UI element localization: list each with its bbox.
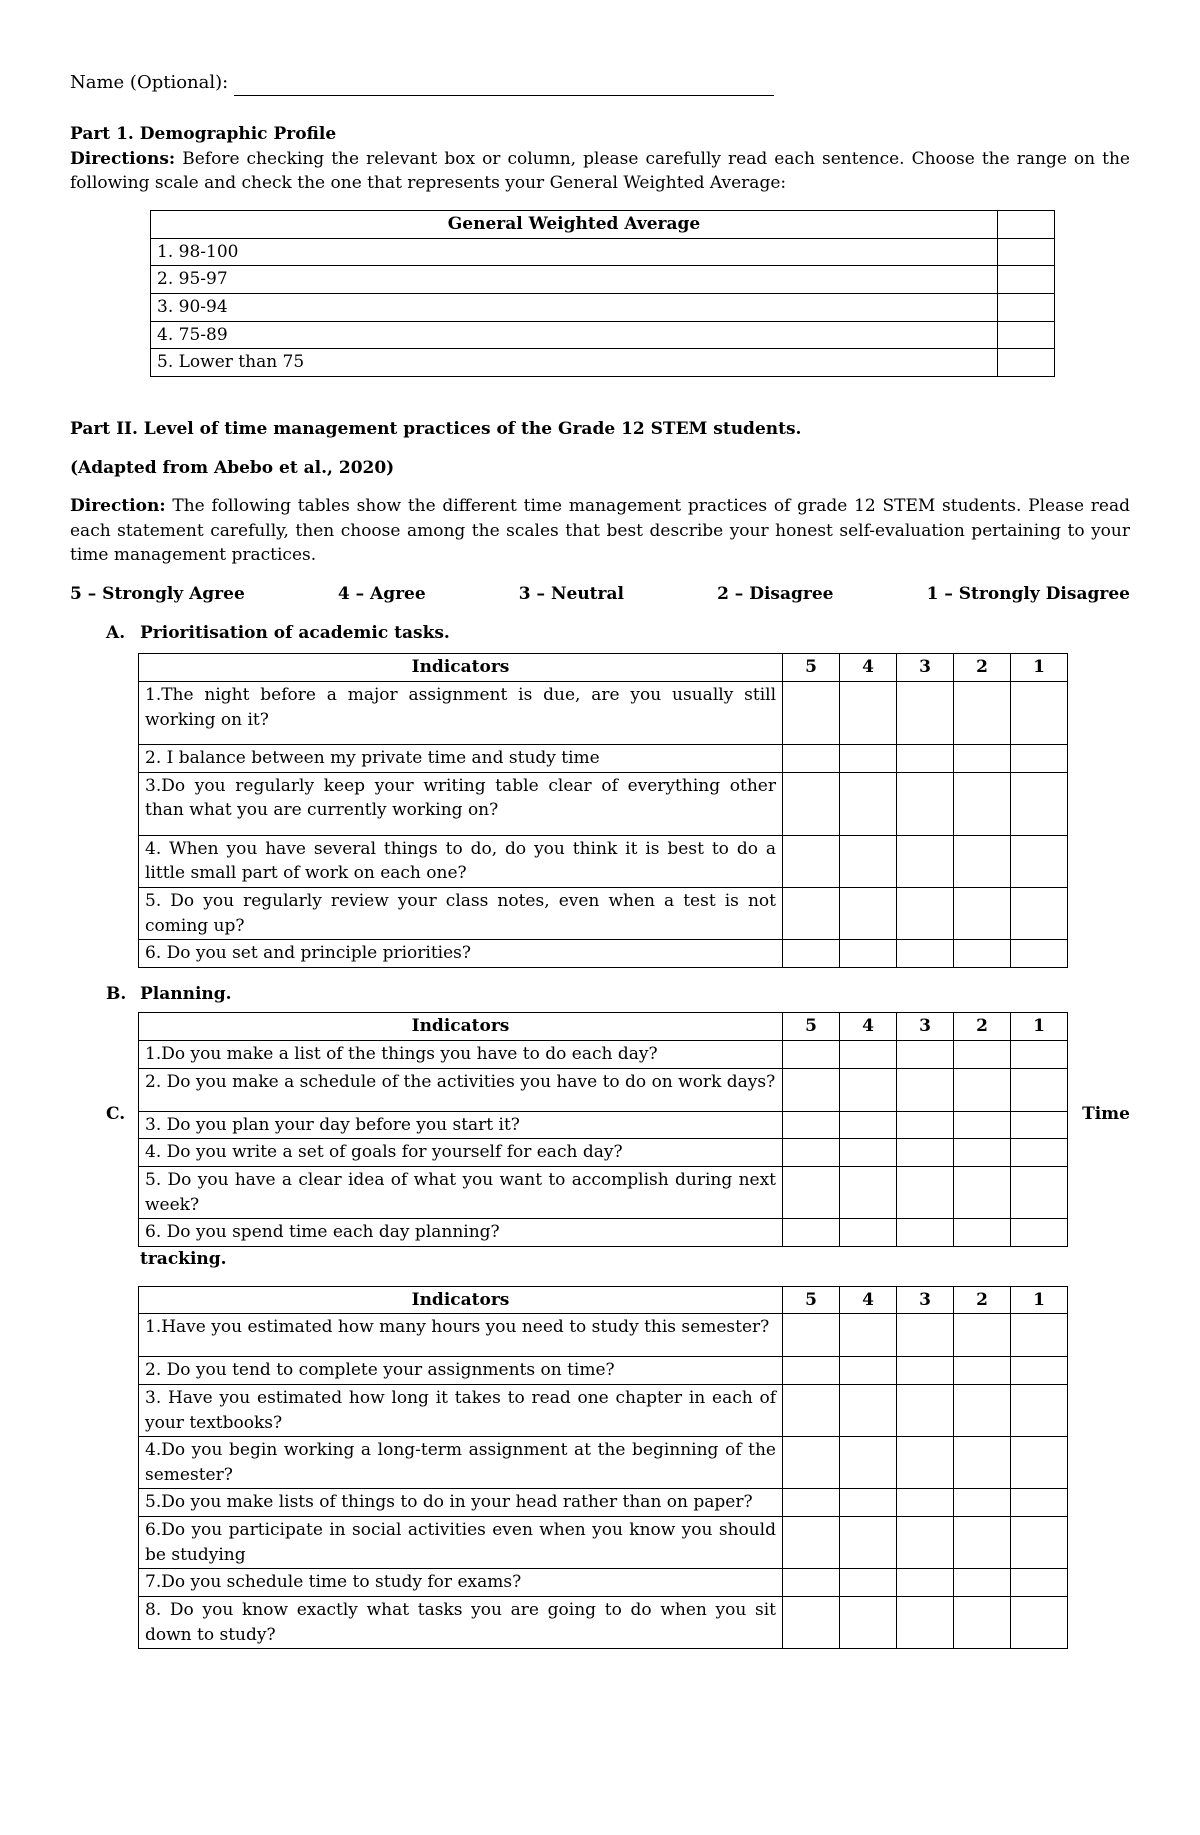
section-a-letter: A. xyxy=(106,622,126,643)
rating-cell[interactable] xyxy=(783,835,840,887)
rating-cell[interactable] xyxy=(897,772,954,835)
rating-cell[interactable] xyxy=(1011,772,1068,835)
indicator-c4: 4.Do you begin working a long-term assignment at the beginning of the semester? xyxy=(139,1437,783,1489)
rating-cell[interactable] xyxy=(897,1597,954,1649)
rating-cell[interactable] xyxy=(954,1597,1011,1649)
gwa-header: General Weighted Average xyxy=(151,211,998,239)
name-label: Name (Optional): xyxy=(70,72,229,93)
col-2: 2 xyxy=(954,1286,1011,1314)
indicator-c8: 8. Do you know exactly what tasks you are going to do when you sit down to study? xyxy=(139,1597,783,1649)
rating-cell[interactable] xyxy=(1011,1111,1068,1139)
indicator-b4: 4. Do you write a set of goals for yourself for each day? xyxy=(139,1139,783,1167)
section-b-letter: B. xyxy=(106,983,127,1004)
rating-cell[interactable] xyxy=(783,1041,840,1069)
scale-2: 2 – Disagree xyxy=(717,584,834,605)
rating-cell[interactable] xyxy=(783,940,840,968)
scale-4: 4 – Agree xyxy=(337,584,426,605)
section-c-letter: C. xyxy=(106,1104,126,1125)
rating-cell[interactable] xyxy=(954,1068,1011,1111)
indicator-a5: 5. Do you regularly review your class notes, even when a test is not coming up? xyxy=(139,887,783,939)
col-5: 5 xyxy=(783,1286,840,1314)
table-row xyxy=(139,681,1068,744)
indicator-b2: 2. Do you make a schedule of the activities you have to do on work days? xyxy=(139,1068,783,1111)
gwa-table xyxy=(150,210,1055,377)
part1-directions-label: Directions: xyxy=(70,148,176,169)
rating-cell[interactable] xyxy=(840,887,897,939)
indicator-a3: 3.Do you regularly keep your writing table clear of everything other than what you are currently working on? xyxy=(139,772,783,835)
rating-cell[interactable] xyxy=(1011,1314,1068,1357)
rating-cell[interactable] xyxy=(897,1111,954,1139)
table-row xyxy=(139,835,1068,887)
rating-cell[interactable] xyxy=(1011,1357,1068,1385)
table-row xyxy=(139,1569,1068,1597)
section-a-title: Prioritisation of academic tasks. xyxy=(140,622,450,643)
gwa-option-row xyxy=(151,321,1055,349)
gwa-option-1: 1. 98-100 xyxy=(151,238,998,266)
rating-cell[interactable] xyxy=(783,681,840,744)
name-field-row xyxy=(70,70,1130,96)
rating-cell[interactable] xyxy=(954,1384,1011,1436)
gwa-checkbox-5[interactable] xyxy=(998,349,1055,377)
rating-cell[interactable] xyxy=(954,681,1011,744)
indicator-a2: 2. I balance between my private time and study time xyxy=(139,744,783,772)
rating-cell[interactable] xyxy=(954,1167,1011,1219)
rating-cell[interactable] xyxy=(1011,1569,1068,1597)
rating-cell[interactable] xyxy=(897,1489,954,1517)
rating-cell[interactable] xyxy=(954,772,1011,835)
gwa-option-4: 4. 75-89 xyxy=(151,321,998,349)
section-c-title-part2: tracking. xyxy=(140,1248,227,1269)
gwa-option-2: 2. 95-97 xyxy=(151,266,998,294)
indicator-b5: 5. Do you have a clear idea of what you want to accomplish during next week? xyxy=(139,1167,783,1219)
indicator-c3: 3. Have you estimated how long it takes to read one chapter in each of your textbooks? xyxy=(139,1384,783,1436)
rating-cell[interactable] xyxy=(897,744,954,772)
rating-cell[interactable] xyxy=(1011,940,1068,968)
rating-cell[interactable] xyxy=(1011,1384,1068,1436)
rating-cell[interactable] xyxy=(840,1139,897,1167)
scale-5: 5 – Strongly Agree xyxy=(70,584,245,605)
part1-directions xyxy=(70,147,1130,196)
table-row xyxy=(139,940,1068,968)
part2-direction-text: The following tables show the different time management practices of grade 12 STEM students. Please read each statement carefully, then choose among the scales that best describe your honest self-evaluation pertaining to your time management practices. xyxy=(70,496,1130,566)
rating-cell[interactable] xyxy=(897,681,954,744)
section-a-heading xyxy=(106,621,1130,646)
rating-cell[interactable] xyxy=(954,1489,1011,1517)
rating-cell[interactable] xyxy=(840,1111,897,1139)
rating-cell[interactable] xyxy=(954,1314,1011,1357)
rating-cell[interactable] xyxy=(1011,1041,1068,1069)
indicator-a1: 1.The night before a major assignment is due, are you usually still working on it? xyxy=(139,681,783,744)
rating-cell[interactable] xyxy=(840,1489,897,1517)
rating-cell[interactable] xyxy=(783,744,840,772)
section-b-title: Planning. xyxy=(140,983,232,1004)
survey-page xyxy=(70,70,1130,1649)
rating-cell[interactable] xyxy=(954,1517,1011,1569)
rating-cell[interactable] xyxy=(783,1569,840,1597)
part1-directions-text: Before checking the relevant box or column, please carefully read each sentence. Choose the range on the following scale and check the one that represents your General Weighted Average: xyxy=(70,148,1130,194)
rating-cell[interactable] xyxy=(840,1517,897,1569)
gwa-option-row xyxy=(151,266,1055,294)
rating-cell[interactable] xyxy=(783,887,840,939)
rating-cell[interactable] xyxy=(897,1437,954,1489)
col-5: 5 xyxy=(783,654,840,682)
part2-direction-label: Direction: xyxy=(70,496,166,517)
table-row xyxy=(139,1489,1068,1517)
rating-cell[interactable] xyxy=(1011,1167,1068,1219)
rating-cell[interactable] xyxy=(1011,1068,1068,1111)
indicator-b1: 1.Do you make a list of the things you have to do each day? xyxy=(139,1041,783,1069)
gwa-checkbox-4[interactable] xyxy=(998,321,1055,349)
indicator-c6: 6.Do you participate in social activities even when you know you should be studying xyxy=(139,1517,783,1569)
rating-cell[interactable] xyxy=(897,1517,954,1569)
table-row xyxy=(139,1041,1068,1069)
rating-cell[interactable] xyxy=(840,1597,897,1649)
rating-cell[interactable] xyxy=(840,1437,897,1489)
rating-cell[interactable] xyxy=(1011,1489,1068,1517)
section-b-wrapper xyxy=(70,1012,1130,1246)
gwa-option-5: 5. Lower than 75 xyxy=(151,349,998,377)
table-row xyxy=(139,1139,1068,1167)
section-b-table xyxy=(138,1012,1068,1246)
rating-cell[interactable] xyxy=(1011,1517,1068,1569)
indicator-b3: 3. Do you plan your day before you start it? xyxy=(139,1111,783,1139)
table-row xyxy=(139,1597,1068,1649)
rating-cell[interactable] xyxy=(1011,744,1068,772)
rating-cell[interactable] xyxy=(783,1219,840,1247)
part2-title: Part II. Level of time management practices of the Grade 12 STEM students. xyxy=(70,418,802,439)
gwa-option-row xyxy=(151,238,1055,266)
rating-cell[interactable] xyxy=(897,1167,954,1219)
rating-cell[interactable] xyxy=(840,1041,897,1069)
rating-cell[interactable] xyxy=(954,1569,1011,1597)
rating-cell[interactable] xyxy=(897,1569,954,1597)
rating-cell[interactable] xyxy=(840,835,897,887)
table-row xyxy=(139,1167,1068,1219)
scale-1: 1 – Strongly Disagree xyxy=(926,584,1130,605)
rating-cell[interactable] xyxy=(783,1111,840,1139)
rating-cell[interactable] xyxy=(897,835,954,887)
rating-cell[interactable] xyxy=(897,1219,954,1247)
rating-cell[interactable] xyxy=(783,1068,840,1111)
table-row xyxy=(139,1517,1068,1569)
rating-cell[interactable] xyxy=(1011,887,1068,939)
rating-cell[interactable] xyxy=(840,940,897,968)
table-row xyxy=(139,887,1068,939)
rating-cell[interactable] xyxy=(897,1314,954,1357)
rating-cell[interactable] xyxy=(897,887,954,939)
rating-cell[interactable] xyxy=(954,744,1011,772)
rating-cell[interactable] xyxy=(954,1357,1011,1385)
table-row xyxy=(139,1384,1068,1436)
rating-cell[interactable] xyxy=(840,744,897,772)
rating-cell[interactable] xyxy=(840,1384,897,1436)
rating-cell[interactable] xyxy=(783,1597,840,1649)
rating-cell[interactable] xyxy=(840,1167,897,1219)
col-2: 2 xyxy=(954,654,1011,682)
indicators-header: Indicators xyxy=(139,654,783,682)
col-4: 4 xyxy=(840,654,897,682)
rating-cell[interactable] xyxy=(840,1569,897,1597)
gwa-option-row xyxy=(151,293,1055,321)
col-3: 3 xyxy=(897,1013,954,1041)
col-2: 2 xyxy=(954,1013,1011,1041)
rating-cell[interactable] xyxy=(1011,681,1068,744)
table-row xyxy=(139,744,1068,772)
indicator-a6: 6. Do you set and principle priorities? xyxy=(139,940,783,968)
section-c-table xyxy=(138,1286,1068,1650)
rating-cell[interactable] xyxy=(897,1041,954,1069)
rating-cell[interactable] xyxy=(1011,1139,1068,1167)
gwa-checkbox-1[interactable] xyxy=(998,238,1055,266)
rating-cell[interactable] xyxy=(840,1357,897,1385)
rating-cell[interactable] xyxy=(1011,1437,1068,1489)
rating-cell[interactable] xyxy=(897,1357,954,1385)
indicator-c2: 2. Do you tend to complete your assignments on time? xyxy=(139,1357,783,1385)
col-1: 1 xyxy=(1011,1013,1068,1041)
indicators-header: Indicators xyxy=(139,1013,783,1041)
table-row xyxy=(139,1068,1068,1111)
rating-cell[interactable] xyxy=(954,1111,1011,1139)
rating-cell[interactable] xyxy=(840,1219,897,1247)
rating-cell[interactable] xyxy=(954,835,1011,887)
col-3: 3 xyxy=(897,654,954,682)
rating-cell[interactable] xyxy=(840,772,897,835)
indicator-c1: 1.Have you estimated how many hours you need to study this semester? xyxy=(139,1314,783,1357)
gwa-checkbox-2[interactable] xyxy=(998,266,1055,294)
rating-cell[interactable] xyxy=(783,1357,840,1385)
indicator-b6: 6. Do you spend time each day planning? xyxy=(139,1219,783,1247)
table-row xyxy=(139,1314,1068,1357)
col-3: 3 xyxy=(897,1286,954,1314)
rating-cell[interactable] xyxy=(897,940,954,968)
table-row xyxy=(139,1219,1068,1247)
col-4: 4 xyxy=(840,1013,897,1041)
gwa-option-row xyxy=(151,349,1055,377)
gwa-checkbox-3[interactable] xyxy=(998,293,1055,321)
part2-direction xyxy=(70,494,1130,568)
rating-cell[interactable] xyxy=(783,772,840,835)
section-b-heading xyxy=(106,982,1130,1007)
rating-cell[interactable] xyxy=(954,940,1011,968)
indicator-a4: 4. When you have several things to do, do you think it is best to do a little small part of work on each one? xyxy=(139,835,783,887)
col-5: 5 xyxy=(783,1013,840,1041)
rating-scale-legend xyxy=(70,582,1130,607)
table-row xyxy=(139,1357,1068,1385)
rating-cell[interactable] xyxy=(954,1219,1011,1247)
indicators-header: Indicators xyxy=(139,1286,783,1314)
rating-cell[interactable] xyxy=(954,887,1011,939)
rating-cell[interactable] xyxy=(840,1314,897,1357)
col-1: 1 xyxy=(1011,1286,1068,1314)
col-4: 4 xyxy=(840,1286,897,1314)
indicator-c5: 5.Do you make lists of things to do in your head rather than on paper? xyxy=(139,1489,783,1517)
section-c-title-part1: Time xyxy=(1082,1104,1130,1125)
rating-cell[interactable] xyxy=(897,1068,954,1111)
rating-cell[interactable] xyxy=(897,1139,954,1167)
scale-3: 3 – Neutral xyxy=(518,584,624,605)
rating-cell[interactable] xyxy=(783,1167,840,1219)
rating-cell[interactable] xyxy=(783,1517,840,1569)
rating-cell[interactable] xyxy=(1011,1597,1068,1649)
rating-cell[interactable] xyxy=(783,1384,840,1436)
part2-adapted: (Adapted from Abebo et al., 2020) xyxy=(70,457,395,478)
rating-cell[interactable] xyxy=(897,1384,954,1436)
rating-cell[interactable] xyxy=(783,1139,840,1167)
rating-cell[interactable] xyxy=(783,1437,840,1489)
rating-cell[interactable] xyxy=(954,1139,1011,1167)
table-row xyxy=(139,1437,1068,1489)
part1-title: Part 1. Demographic Profile xyxy=(70,124,337,145)
section-a-table xyxy=(138,653,1068,967)
rating-cell[interactable] xyxy=(1011,835,1068,887)
rating-cell[interactable] xyxy=(783,1314,840,1357)
rating-cell[interactable] xyxy=(840,1068,897,1111)
indicator-c7: 7.Do you schedule time to study for exams? xyxy=(139,1569,783,1597)
rating-cell[interactable] xyxy=(840,681,897,744)
name-input-line[interactable] xyxy=(234,77,774,96)
gwa-option-3: 3. 90-94 xyxy=(151,293,998,321)
rating-cell[interactable] xyxy=(954,1437,1011,1489)
rating-cell[interactable] xyxy=(954,1041,1011,1069)
rating-cell[interactable] xyxy=(783,1489,840,1517)
table-row xyxy=(139,772,1068,835)
col-1: 1 xyxy=(1011,654,1068,682)
table-row xyxy=(139,1111,1068,1139)
rating-cell[interactable] xyxy=(1011,1219,1068,1247)
